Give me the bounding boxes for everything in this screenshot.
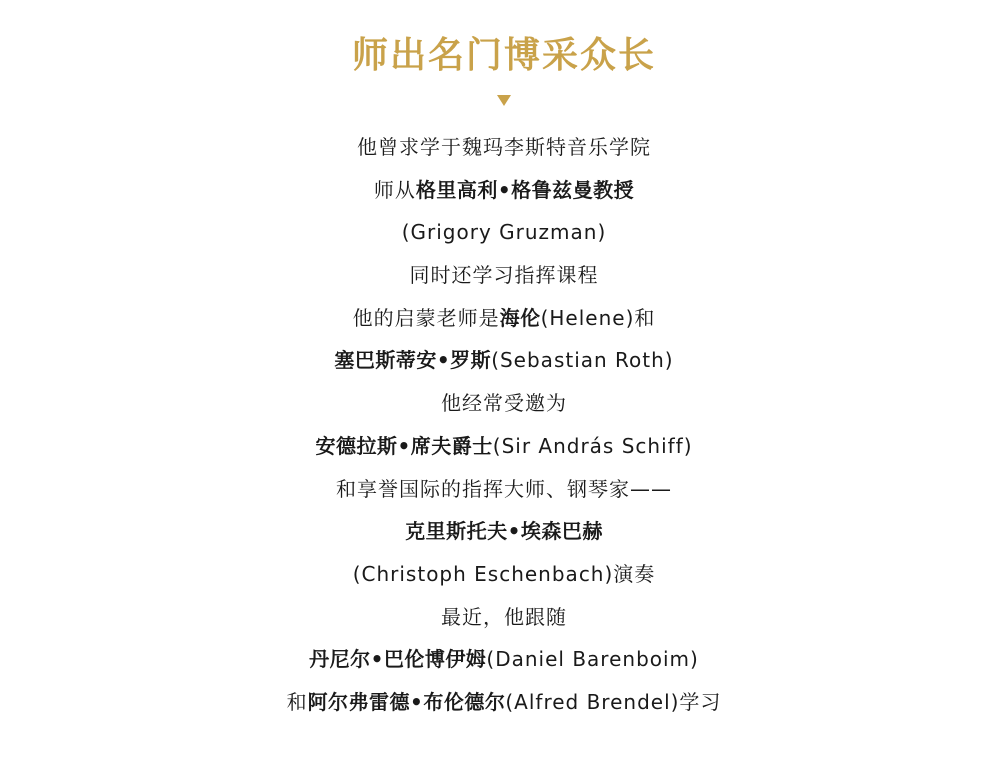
line-text: 和享誉国际的指挥大师、钢琴家—— (336, 476, 672, 501)
line-text: (Christoph Eschenbach)演奏 (352, 561, 656, 586)
text-line (0, 596, 1008, 639)
line-text: 最近，他跟随 (441, 604, 567, 629)
line-text: (Sir András Schiff) (492, 433, 693, 458)
line-text: 和 (286, 689, 308, 714)
text-line (0, 638, 1008, 681)
text-line (0, 126, 1008, 169)
line-text: (Grigory Gruzman) (401, 220, 607, 245)
text-line (0, 681, 1008, 724)
line-text: (Helene)和 (540, 305, 656, 330)
text-line (0, 254, 1008, 297)
biography-text (0, 126, 1008, 724)
bold-name-text: 格里高利•格鲁兹曼教授 (415, 177, 635, 202)
line-text: (Daniel Barenboim) (486, 647, 699, 672)
line-text: (Sebastian Roth) (491, 348, 674, 373)
text-line (0, 425, 1008, 468)
line-text: (Alfred Brendel)学习 (505, 689, 722, 714)
section-title: 师出名门博采众长 (351, 35, 656, 76)
line-text: 他的启蒙老师是 (352, 305, 500, 330)
text-line (0, 382, 1008, 425)
text-line (0, 297, 1008, 340)
bold-name-text: 阿尔弗雷德•布伦德尔 (307, 689, 506, 714)
bold-name-text: 克里斯托夫•埃森巴赫 (405, 519, 603, 544)
line-text: 他曾求学于魏玛李斯特音乐学院 (357, 135, 651, 159)
bold-name-text: 丹尼尔•巴伦博伊姆 (309, 647, 487, 672)
line-text: 师从 (373, 177, 416, 202)
text-line (0, 553, 1008, 596)
text-line (0, 169, 1008, 212)
text-line (0, 510, 1008, 553)
text-line (0, 339, 1008, 382)
text-line (0, 211, 1008, 254)
bold-name-text: 安德拉斯•席夫爵士 (315, 433, 493, 458)
bold-name-text: 海伦 (499, 305, 541, 330)
text-line (0, 468, 1008, 511)
line-text: 他经常受邀为 (441, 391, 567, 416)
triangle-down-icon (497, 95, 511, 106)
bold-name-text: 塞巴斯蒂安•罗斯 (334, 348, 492, 373)
line-text: 同时还学习指挥课程 (409, 263, 599, 288)
